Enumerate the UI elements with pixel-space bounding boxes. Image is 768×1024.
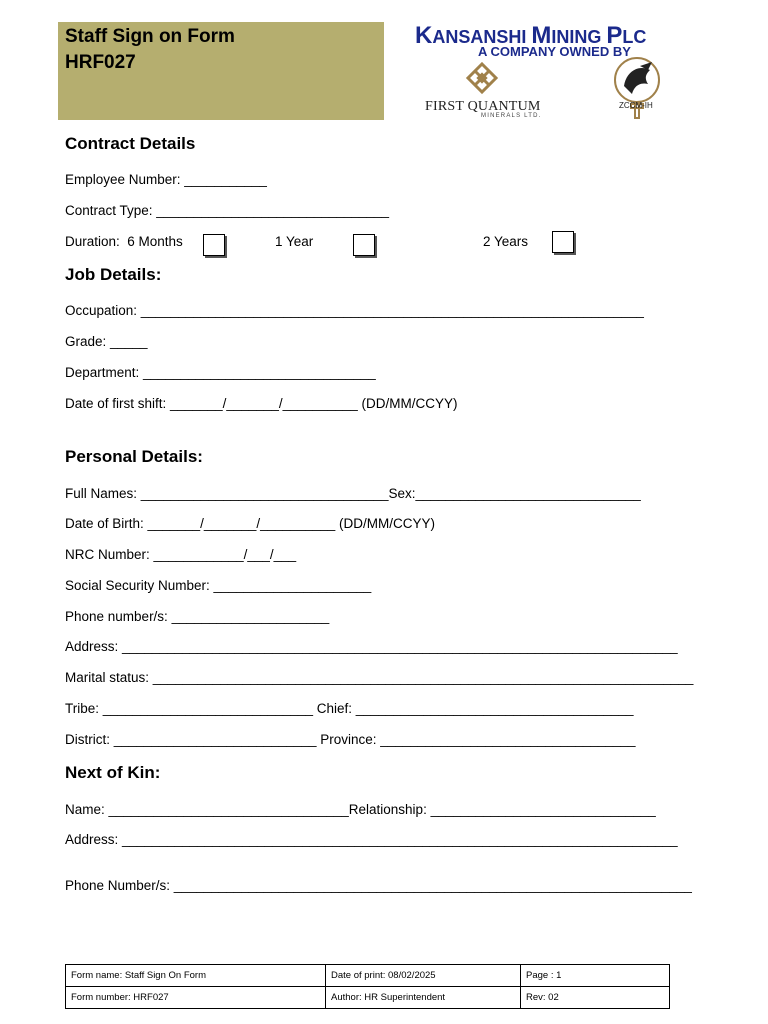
one-year-checkbox[interactable] — [353, 234, 375, 256]
page-cell: Page : 1 — [521, 965, 670, 987]
one-year-label: 1 Year — [275, 234, 314, 249]
kin-phone-field[interactable]: Phone Number/s: _____________________________________________________________________ — [65, 878, 692, 893]
first-quantum-name: FIRST QUANTUM — [425, 99, 541, 114]
form-title — [65, 24, 235, 76]
author-cell: Author: HR Superintendent — [326, 987, 521, 1009]
next-of-kin-heading: Next of Kin: — [65, 763, 161, 782]
two-years-label: 2 Years — [483, 234, 529, 249]
marital-status-field[interactable]: Marital status: ________________________________________________________________________ — [65, 670, 694, 685]
rev-cell: Rev: 02 — [521, 987, 670, 1009]
table-row — [66, 987, 670, 1009]
form-title-line1: Staff Sign on Form — [65, 26, 235, 47]
contract-details-heading: Contract Details — [65, 134, 196, 153]
company-name: KANSANSHI MINING PLC — [415, 22, 647, 49]
personal-details-heading: Personal Details: — [65, 447, 203, 466]
grade-field[interactable]: Grade: _____ — [65, 334, 148, 349]
phone-number-field[interactable]: Phone number/s: _____________________ — [65, 609, 330, 624]
date-of-print-cell: Date of print: 08/02/2025 — [326, 965, 521, 987]
occupation-field[interactable]: Occupation: ___________________________________________________________________ — [65, 303, 644, 318]
department-field[interactable]: Department: _______________________________ — [65, 365, 376, 380]
duration-label: Duration: 6 Months — [65, 234, 183, 249]
two-years-checkbox[interactable] — [552, 231, 574, 253]
form-code: HRF027 — [65, 52, 136, 73]
owned-by-text: A COMPANY OWNED BY — [478, 44, 631, 59]
social-security-field[interactable]: Social Security Number: _____________________ — [65, 578, 372, 593]
kin-address-field[interactable]: Address: __________________________________________________________________________ — [65, 832, 678, 847]
first-shift-date-field[interactable]: Date of first shift: _______/_______/__________ (DD/MM/CCYY) — [65, 396, 458, 411]
kin-name-relationship-field[interactable]: Name: ________________________________Relationship: ______________________________ — [65, 802, 656, 817]
full-names-sex-field[interactable]: Full Names: _________________________________Sex:______________________________ — [65, 486, 641, 501]
table-row — [66, 965, 670, 987]
date-of-birth-field[interactable]: Date of Birth: _______/_______/__________ (DD/MM/CCYY) — [65, 516, 435, 531]
district-province-field[interactable]: District: ___________________________ Province: __________________________________ — [65, 732, 636, 747]
contract-type-field[interactable]: Contract Type: _______________________________ — [65, 203, 390, 218]
nrc-number-field[interactable]: NRC Number: ____________/___/___ — [65, 547, 297, 562]
employee-number-field[interactable]: Employee Number: ___________ — [65, 172, 267, 187]
job-details-heading: Job Details: — [65, 265, 162, 284]
form-footer-table — [65, 964, 670, 1009]
form-name-cell: Form name: Staff Sign On Form — [66, 965, 326, 987]
first-quantum-logo-icon — [462, 62, 502, 101]
first-quantum-subtitle: MINERALS LTD. — [481, 113, 542, 119]
zccm-logo-icon — [610, 56, 664, 127]
address-field[interactable]: Address: __________________________________________________________________________ — [65, 639, 678, 654]
tribe-chief-field[interactable]: Tribe: ____________________________ Chief: _____________________________________ — [65, 701, 634, 716]
form-number-cell: Form number: HRF027 — [66, 987, 326, 1009]
zccm-name: ZCCM-IH — [619, 101, 653, 110]
six-months-checkbox[interactable] — [203, 234, 225, 256]
